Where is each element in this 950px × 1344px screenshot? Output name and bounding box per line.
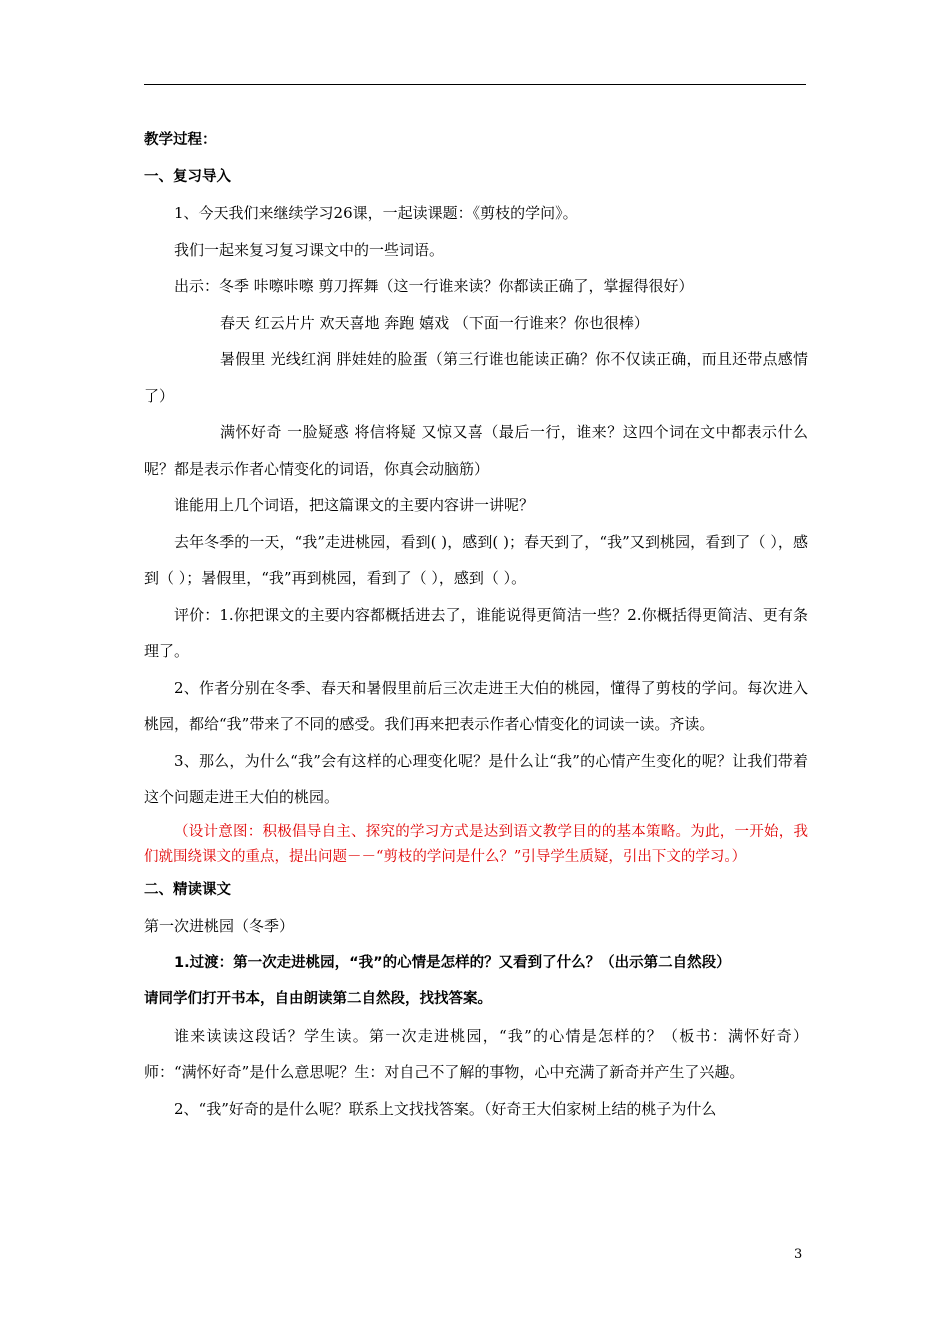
heading-review: 一、复习导入 xyxy=(144,168,231,185)
paragraph-transition: 1.过渡：第一次走进桃园，“我”的心情是怎样的？又看到了什么？（出示第二自然段） xyxy=(174,954,731,971)
paragraph-instruction: 请同学们打开书本，自由朗读第二自然段，找找答案。 xyxy=(144,991,492,1007)
document-body xyxy=(144,122,808,1127)
paragraph: 春天 红云片片 欢天喜地 奔跑 嬉戏 （下面一行谁来？你也很棒） xyxy=(220,313,649,332)
paragraph: 3、那么，为什么“我”会有这样的心理变化呢？是什么让“我”的心情产生变化的呢？让我们带着这个问题走进王大伯的桃园。 xyxy=(144,751,808,806)
section-label-process: 教学过程： xyxy=(144,132,217,148)
paragraph: 2、“我”好奇的是什么呢？联系上文找找答案。（好奇王大伯家树上结的桃子为什么 xyxy=(174,1099,717,1118)
paragraph: 谁能用上几个词语，把这篇课文的主要内容讲一讲呢？ xyxy=(174,496,535,514)
heading-close-reading: 二、精读课文 xyxy=(144,881,231,898)
page-number: 3 xyxy=(794,1247,803,1262)
paragraph: 2、作者分别在冬季、春天和暑假里前后三次走进王大伯的桃园，懂得了剪枝的学问。每次进入桃园，都给“我”带来了不同的感受。我们再来把表示作者心情变化的词读一读。齐读。 xyxy=(144,678,808,733)
paragraph: 评价：1.你把课文的主要内容都概括进去了，谁能说得更简洁一些？2.你概括得更简洁、更有条理了。 xyxy=(144,605,808,660)
subheading-first-visit: 第一次进桃园（冬季） xyxy=(144,917,295,935)
design-intent-note: （设计意图：积极倡导自主、探究的学习方式是达到语文教学目的的基本策略。为此，一开始，我们就围绕课文的重点，提出问题－－“剪枝的学问是什么？”引导学生质疑，引出下文的学习。） xyxy=(144,823,808,865)
paragraph: 1、今天我们来继续学习26课，一起读课题：《剪枝的学问》。 xyxy=(174,204,578,222)
paragraph: 我们一起来复习复习课文中的一些词语。 xyxy=(174,240,445,259)
paragraph: 出示：冬季 咔嚓咔嚓 剪刀挥舞（这一行谁来读？你都读正确了，掌握得很好） xyxy=(174,277,694,295)
paragraph-fill-blanks: 去年冬季的一天，“我”走进桃园，看到( )，感到( )；春天到了，“我”又到桃园，看到了（ ），感到（ ）；暑假里，“我”再到桃园，看到了（ ），感到（ ）。 xyxy=(144,532,808,587)
paragraph: 满怀好奇 一脸疑惑 将信将疑 又惊又喜（最后一行，谁来？这四个词在文中都表示什么呢？都是表示作者心情变化的词语，你真会动脑筋） xyxy=(144,423,808,478)
header-rule xyxy=(144,84,806,85)
paragraph: 谁来读读这段话？学生读。第一次走进桃园，“我”的心情是怎样的？（板书：满怀好奇）师：“满怀好奇”是什么意思呢？生：对自己不了解的事物，心中充满了新奇并产生了兴趣。 xyxy=(144,1026,808,1081)
paragraph: 暑假里 光线红润 胖娃娃的脸蛋（第三行谁也能读正确？你不仅读正确，而且还带点感情了） xyxy=(144,350,808,405)
